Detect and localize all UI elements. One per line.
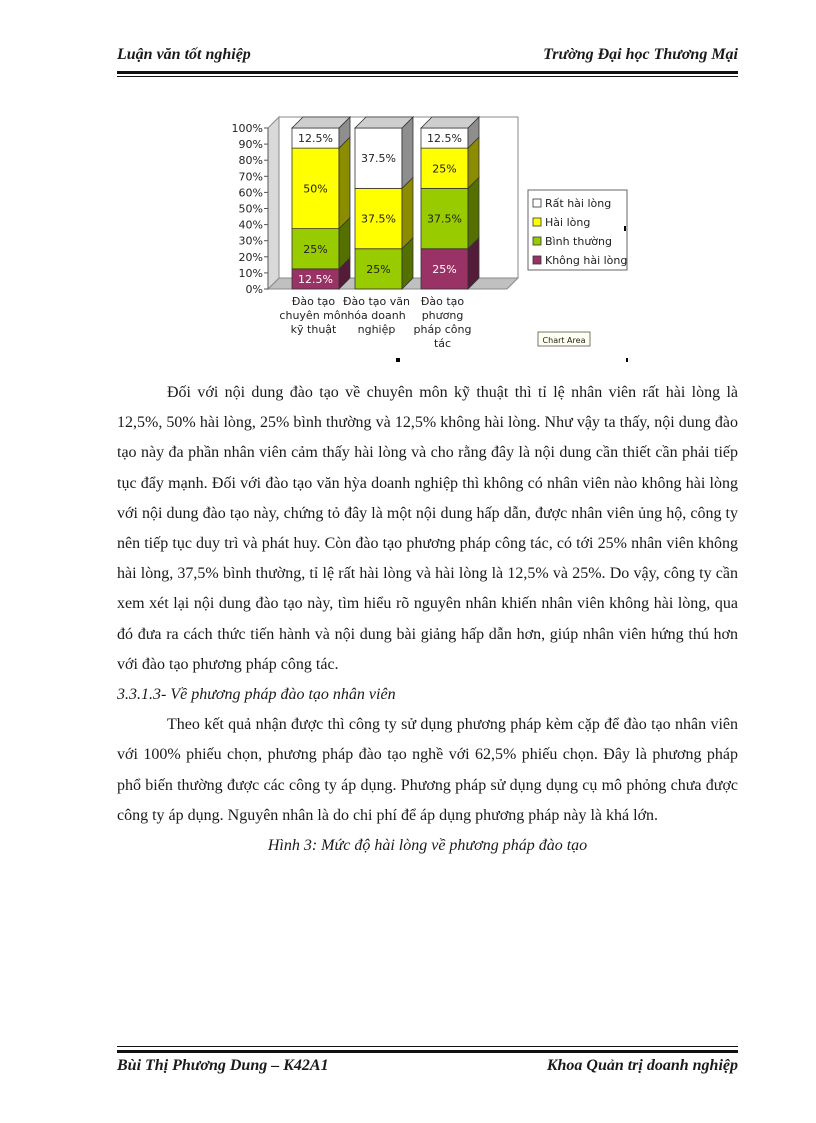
x-tick-label: kỹ thuật xyxy=(290,323,337,336)
header-rule xyxy=(117,71,738,74)
section-heading: 3.3.1.3- Về phương pháp đào tạo nhân viên xyxy=(117,686,396,704)
main-content xyxy=(117,378,738,861)
data-label: 37.5% xyxy=(361,152,396,166)
x-tick-label: chuyên môn xyxy=(279,309,348,322)
data-label: 25% xyxy=(432,262,457,276)
y-tick-label: 60% xyxy=(238,186,263,200)
legend-entry: Rất hài lòng xyxy=(545,197,612,210)
x-tick-label: nghiệp xyxy=(357,323,396,336)
chart-area-tag: Chart Area xyxy=(542,336,586,345)
data-label: 37.5% xyxy=(427,212,462,226)
header-university: Trường Đại học Thương Mại xyxy=(543,46,738,63)
data-label: 25% xyxy=(432,162,457,176)
y-tick-label: 40% xyxy=(238,218,263,232)
chart-side-wall xyxy=(268,117,279,289)
page-footer xyxy=(117,1057,738,1081)
x-tick-label: pháp công xyxy=(413,323,472,336)
y-tick-label: 100% xyxy=(231,122,263,135)
x-tick-label: phương xyxy=(421,309,464,322)
legend-swatch xyxy=(533,237,541,245)
legend-entry: Hài lòng xyxy=(545,216,591,229)
y-tick-label: 80% xyxy=(238,154,263,168)
x-tick-label: Đào tạo xyxy=(420,295,465,308)
bar-side xyxy=(339,137,350,229)
paragraph-methods: Theo kết quả nhận được thì công ty sử dụng phương pháp kèm cặp để đào tạo nhân viên với 100% phiếu chọn, phương pháp đào tạo nghề với 62,5% phiếu chọn. Đây là phương pháp phổ biến thường được các công ty áp dụng. Phương pháp sử dụng dụng cụ mô phỏng chưa được công ty áp dụng. Nguyên nhân là do chi phí để áp dụng phương pháp này là khá lớn. xyxy=(117,716,738,824)
y-tick-label: 30% xyxy=(238,234,263,248)
y-tick-label: 20% xyxy=(238,250,263,264)
x-tick-label: tác xyxy=(433,337,452,350)
bar-side xyxy=(468,177,479,248)
y-tick-label: 90% xyxy=(238,138,263,152)
data-label: 12.5% xyxy=(298,132,333,146)
data-label: 50% xyxy=(303,182,328,196)
bar-side xyxy=(402,177,413,248)
selection-handle xyxy=(626,358,628,362)
footer-rule xyxy=(117,1050,738,1053)
selection-handle xyxy=(624,226,626,231)
y-tick-label: 10% xyxy=(238,266,263,280)
footer-rule-thin xyxy=(117,1046,738,1047)
paragraph-analysis: Đối với nội dung đào tạo về chuyên môn kỹ thuật thì tỉ lệ nhân viên rất hài lòng là 12,5%, 50% hài lòng, 25% bình thường và 12,5% không hài lòng. Như vậy ta thấy, nội dung đào tạo này đa phần nhân viên cảm thấy hài lòng và cho rằng đây là nội dung cần thiết cần phải tiếp tục đẩy mạnh. Đối với đào tạo văn hỳa doanh nghiệp thì không có nhân viên nào không hài lòng với nội dung đào tạo này, chứng tỏ đây là một nội dung hấp dẫn, được nhân viên ủng hộ, công ty nên tiếp tục duy trì và phát huy. Còn đào tạo phương pháp công tác, có tới 25% nhân viên không hài lòng, 37,5% bình thường, tỉ lệ rất hài lòng và hài lòng là 12,5% và 25%. Do vậy, công ty cần xem xét lại nội dung đào tạo này, tìm hiểu rõ nguyên nhân khiến nhân viên không hài lòng, qua đó đưa ra cách thức tiến hành và nội dung bài giảng hấp dẫn hơn, giúp nhân viên hứng thú hơn với đào tạo phương pháp công tác. xyxy=(117,384,738,673)
figure-caption: Hình 3: Mức độ hài lòng về phương pháp đào tạo xyxy=(267,837,588,855)
data-label: 12.5% xyxy=(298,272,333,286)
x-tick-label: hóa doanh xyxy=(347,309,406,322)
x-tick-label: Đào tạo văn xyxy=(343,295,410,308)
legend-entry: Không hài lòng xyxy=(545,254,628,267)
legend-swatch xyxy=(533,199,541,207)
legend-swatch xyxy=(533,256,541,264)
data-label: 25% xyxy=(303,242,328,256)
legend-swatch xyxy=(533,218,541,226)
footer-author: Bùi Thị Phương Dung – K42A1 xyxy=(117,1057,329,1074)
data-label: 25% xyxy=(366,262,391,276)
legend-entry: Bình thường xyxy=(545,235,612,248)
header-rule-thin xyxy=(117,76,738,77)
y-tick-label: 50% xyxy=(238,202,263,216)
y-tick-label: 70% xyxy=(238,170,263,184)
footer-faculty: Khoa Quản trị doanh nghiệp xyxy=(546,1057,738,1074)
y-tick-label: 0% xyxy=(245,283,263,296)
bar-side xyxy=(402,117,413,188)
header-thesis-title: Luận văn tốt nghiệp xyxy=(117,46,251,63)
data-label: 12.5% xyxy=(427,132,462,146)
page-header xyxy=(117,46,738,72)
satisfaction-stacked-chart xyxy=(228,108,648,363)
data-label: 37.5% xyxy=(361,212,396,226)
selection-handle xyxy=(396,358,400,362)
x-tick-label: Đào tạo xyxy=(291,295,336,308)
